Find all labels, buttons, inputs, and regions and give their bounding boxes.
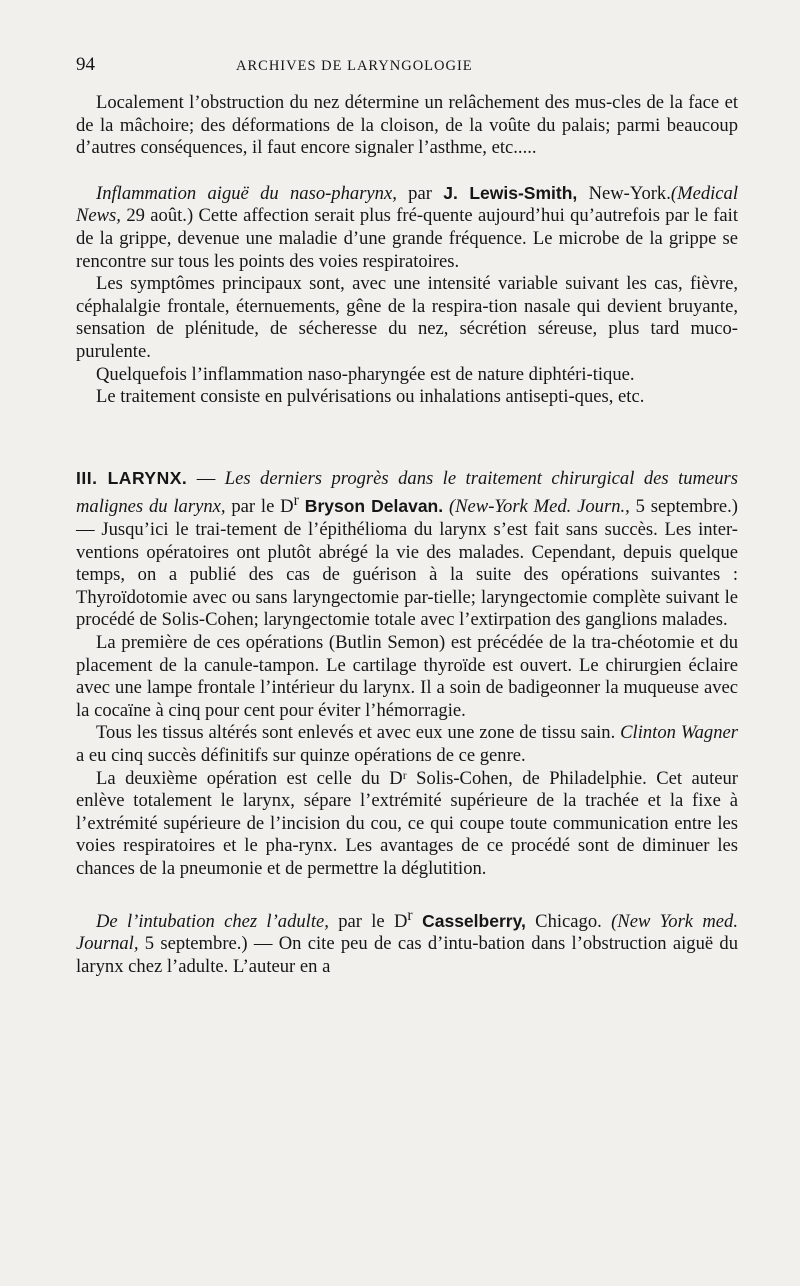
running-header xyxy=(76,54,738,92)
paragraph-treatment: Le traitement consiste en pulvérisations ou inhalations antisepti-ques, etc. xyxy=(96,386,645,408)
article-text: Cette affection serait plus fré-quente aujourd’hui qu’autrefois par le fait de la grippe, devenue une maladie d’une grande fréquence. Le microbe de la grippe se rencontre sur tous les points des voies respiratoires. xyxy=(76,205,738,272)
paragraph-second-operation: La deuxième opération est celle du Dʳ Solis-Cohen, de Philadelphie. Cet auteur enlève totalement le larynx, sépare l’extrémité supérieure de la trachée et la fixe à l’extrémité supérieure de l’incision du cou, ce qui coupe toute communication entre les voies respiratoires et le pha-rynx. Les avantages de ce procédé sont de diminuer les chances de la pneumonie et de permettre la déglutition. xyxy=(76,767,738,879)
journal-source: (Medical News, xyxy=(76,182,739,227)
person-name: Clinton Wagner xyxy=(620,722,738,744)
author-name: J. Lewis-Smith, xyxy=(443,182,578,203)
byline: par xyxy=(396,182,444,204)
paragraph-diphtheritic: Quelquefois l’inflammation naso-pharyngée est de nature diphtéri-tique. xyxy=(96,363,635,385)
publication-date: 5 septembre.)— xyxy=(76,496,739,541)
article-text: — On cite peu de cas d’intu-bation dans l’obstruction aiguë du larynx chez l’adulte. L’auteur en a xyxy=(76,933,738,977)
paragraph-obstruction: Localement l’obstruction du nez détermine un relâchement des mus-cles de la face et de la mâchoire; des déformations de la cloison, de la voûte du palais; parmi beaucoup d’autres conséquences, il faut encore signaler l’asthme, etc..... xyxy=(76,92,738,159)
byline: par le D xyxy=(328,910,408,932)
dr-superscript: r xyxy=(293,492,299,510)
author-place: Chicago. xyxy=(525,910,602,932)
byline: par le D xyxy=(225,496,294,518)
paragraph-symptoms: Les symptômes principaux sont, avec une intensité variable suivant les cas, fièvre, céphalalgie frontale, éternuements, gêne de la respira-tion nasale qui devient bruyante, sensation de plénitude, de sécheresse du nez, sécrétion séreuse, plus tard muco-purulente. xyxy=(76,273,738,362)
publication-date: 29 août.) xyxy=(120,205,194,227)
section-larynx-intro xyxy=(76,467,738,632)
paragraph-first-operation: La première de ces opérations (Butlin Semon) est précédée de la tra-chéotomie et du placement de la canule-tampon. Le cartilage thyroïde est ouvert. Le chirurgien éclaire avec une lampe frontale l’intérieur du larynx. Il a soin de badigeonner la muqueuse avec la cocaïne à cinq pour cent pour éviter l’hémorragie. xyxy=(76,632,738,721)
article-text: Jusqu’ici le trai-tement de l’épithélioma du larynx s’est fait sans succès. Les inter-ventions opératoires ont plutôt abrégé la vie des malades. Cependant, depuis quelque temps, on a publié des cas de guérison à la suite des opérations suivantes : Thyroïdotomie avec ou sans laryngectomie par-tielle; laryngectomie complète suivant le procédé de Solis-Cohen; laryngectomie totale avec l’extirpation des ganglions malades. xyxy=(76,519,738,631)
article-title: Inflammation aiguë du naso-pharynx, xyxy=(96,182,397,204)
author-name: Bryson Delavan. xyxy=(298,496,444,517)
dash: — xyxy=(187,467,225,489)
running-title: ARCHIVES DE LARYNGOLOGIE xyxy=(236,58,473,74)
article-title: Les derniers progrès dans le traitement chirurgical des tumeurs malignes du larynx, xyxy=(76,467,738,518)
paragraph-tissues: Tous les tissus altérés sont enlevés et avec eux une zone de tissu sain. Clinton Wagner a eu cinq succès définitifs sur quinze opérations de ce genre. xyxy=(76,722,738,767)
page-number: 94 xyxy=(76,54,95,75)
journal-source: (New York med. Journal, xyxy=(76,910,738,955)
article-nasopharynx-intro xyxy=(76,182,738,273)
author-place: New-York. xyxy=(577,182,671,204)
publication-date: 5 septembre.) xyxy=(138,933,248,955)
dr-superscript: r xyxy=(407,906,413,924)
article-title: De l’intubation chez l’adulte, xyxy=(96,910,329,932)
article-intubation-intro xyxy=(76,905,738,979)
journal-source: (New-York Med. Journ., xyxy=(443,496,630,518)
section-heading: III. LARYNX. xyxy=(76,467,188,488)
author-name: Casselberry, xyxy=(412,910,526,931)
